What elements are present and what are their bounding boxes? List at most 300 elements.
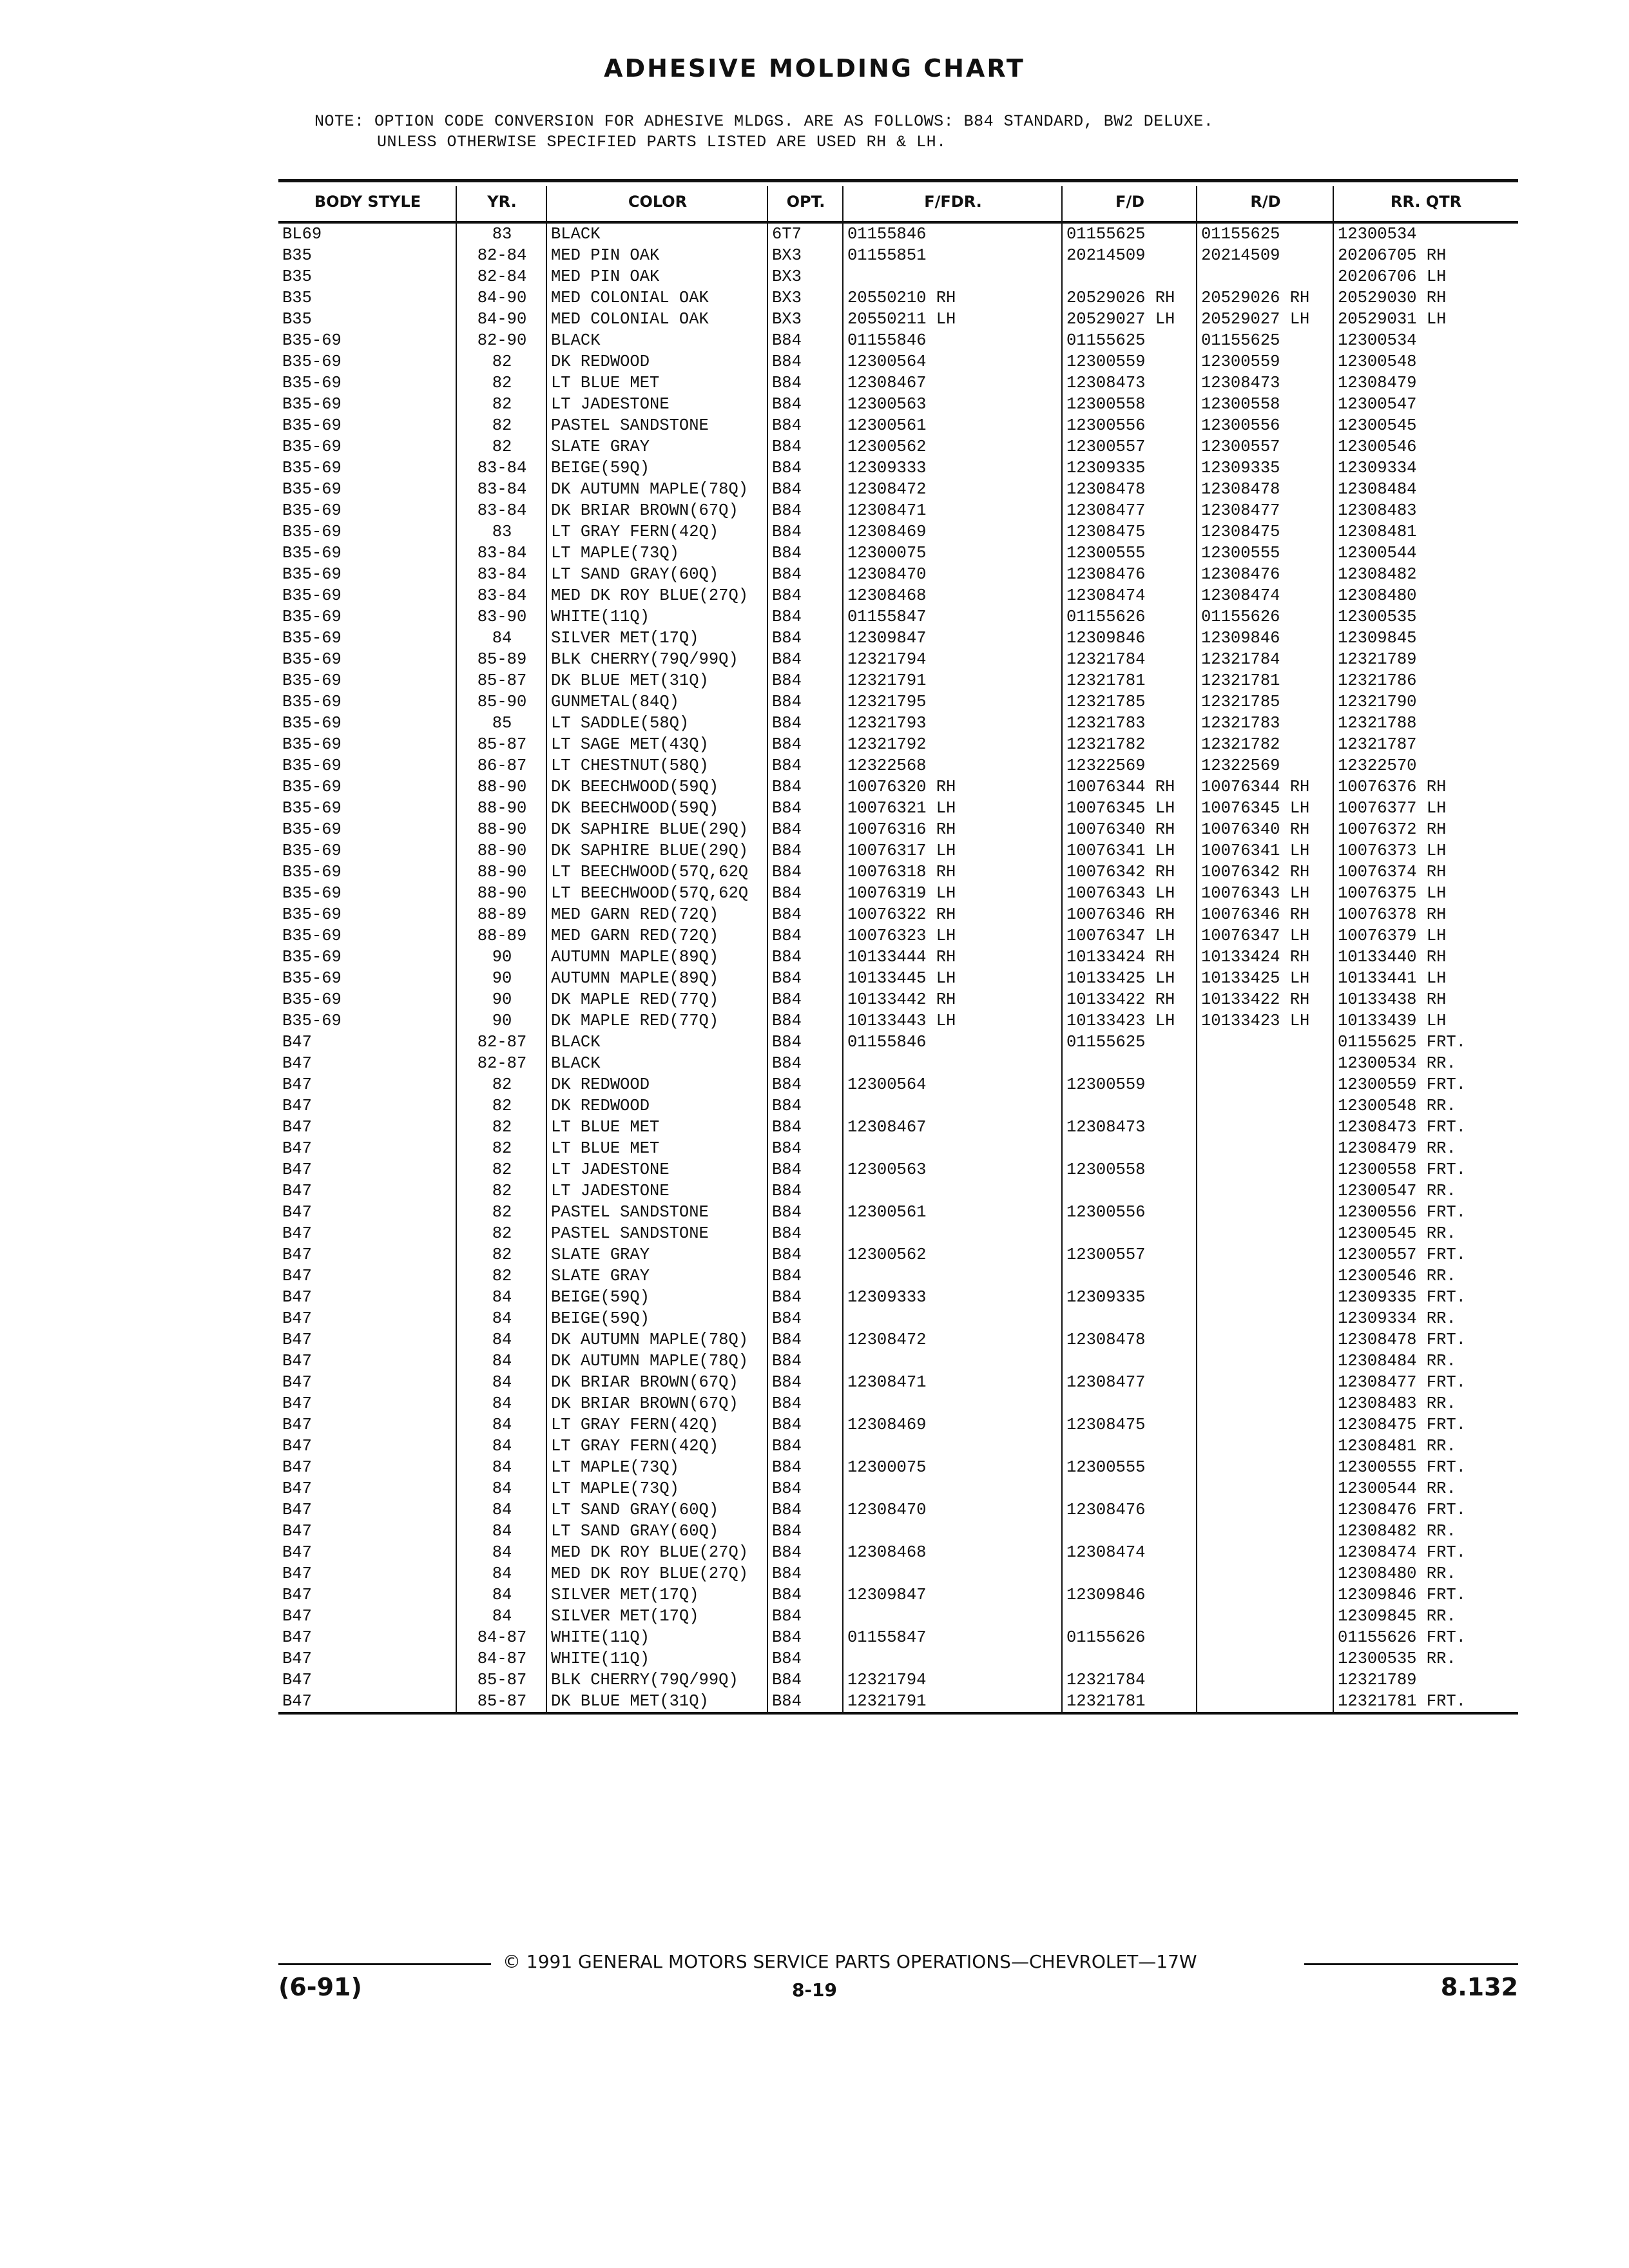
footer-date-code: (6-91) (278, 1973, 362, 2001)
cell-front-fender: 12300075 (847, 544, 927, 562)
cell-front-fender: 12308469 (847, 523, 927, 541)
cell-year: 88-90 (477, 799, 527, 818)
column-divider (1196, 224, 1197, 1712)
header-column-divider (546, 186, 547, 225)
cell-rear-door: 12300558 (1201, 395, 1280, 414)
cell-year: 88-90 (477, 778, 527, 796)
cell-body-style: B35-69 (282, 586, 342, 605)
cell-front-door: 12300557 (1066, 437, 1146, 456)
header-front-door: F/D (1115, 193, 1145, 211)
cell-color: MED GARN RED(72Q) (551, 905, 719, 924)
cell-front-fender (843, 1095, 1063, 1117)
header-year: YR. (487, 193, 517, 211)
cell-option: B84 (772, 1267, 802, 1285)
cell-year: 82-90 (477, 331, 527, 350)
cell-option: B84 (772, 714, 802, 733)
cell-body-style: B35-69 (282, 374, 342, 392)
cell-rear-door: 12300556 (1201, 416, 1280, 435)
header-column-divider (842, 186, 843, 225)
cell-rear-door (1197, 1350, 1334, 1372)
cell-front-fender: 10076318 RH (847, 863, 956, 881)
cell-body-style: B47 (282, 1203, 312, 1222)
cell-year: 83-84 (477, 459, 527, 477)
cell-front-fender (843, 1606, 1063, 1627)
cell-color: MED GARN RED(72Q) (551, 927, 719, 945)
cell-year: 90 (492, 1012, 512, 1030)
cell-year: 84 (492, 1416, 512, 1434)
cell-year: 84 (492, 1522, 512, 1541)
cell-option: B84 (772, 586, 802, 605)
cell-color: WHITE(11Q) (551, 1649, 650, 1668)
cell-front-fender: 10133442 RH (847, 990, 956, 1009)
cell-rear-quarter: 12300558 FRT. (1338, 1160, 1466, 1179)
cell-body-style: B47 (282, 1331, 312, 1349)
cell-rear-door (1197, 1627, 1334, 1648)
cell-year: 84-87 (477, 1628, 527, 1647)
cell-front-fender (843, 1180, 1063, 1202)
cell-body-style: B35-69 (282, 671, 342, 690)
table-body (278, 224, 1518, 1712)
cell-option: B84 (772, 1671, 802, 1689)
cell-rear-quarter: 12300546 (1338, 437, 1417, 456)
cell-front-fender: 12300561 (847, 416, 927, 435)
cell-option: B84 (772, 480, 802, 499)
cell-rear-quarter: 10076373 LH (1338, 841, 1447, 860)
cell-rear-quarter: 12300557 FRT. (1338, 1245, 1466, 1264)
cell-front-door: 12300558 (1066, 395, 1146, 414)
cell-year: 84 (492, 629, 512, 648)
cell-body-style: B47 (282, 1479, 312, 1498)
cell-option: B84 (772, 1139, 802, 1158)
header-front-fender: F/FDR. (924, 193, 982, 211)
cell-color: BEIGE(59Q) (551, 459, 650, 477)
cell-front-fender: 12300563 (847, 395, 927, 414)
cell-color: DK REDWOOD (551, 1097, 650, 1115)
cell-front-fender: 01155846 (847, 225, 927, 244)
cell-year: 84 (492, 1501, 512, 1519)
cell-front-fender: 12309333 (847, 459, 927, 477)
cell-front-door: 12300556 (1066, 1203, 1146, 1222)
cell-body-style: B35-69 (282, 650, 342, 669)
cell-year: 82-84 (477, 267, 527, 286)
cell-rear-quarter: 12321788 (1338, 714, 1417, 733)
cell-front-door: 12321781 (1066, 671, 1146, 690)
cell-rear-door: 12321783 (1201, 714, 1280, 733)
cell-front-door: 12309335 (1066, 1288, 1146, 1307)
cell-front-door (1063, 1436, 1197, 1457)
cell-body-style: B35-69 (282, 544, 342, 562)
cell-option: B84 (772, 1586, 802, 1604)
cell-option: B84 (772, 1309, 802, 1328)
cell-year: 84 (492, 1607, 512, 1626)
cell-front-door (1063, 1350, 1197, 1372)
cell-front-door: 12308476 (1066, 1501, 1146, 1519)
cell-front-fender: 12321791 (847, 671, 927, 690)
cell-color: WHITE(11Q) (551, 608, 650, 626)
cell-color: MED DK ROY BLUE(27Q) (551, 1543, 749, 1562)
cell-color: DK SAPHIRE BLUE(29Q) (551, 820, 749, 839)
cell-body-style: B35-69 (282, 565, 342, 584)
cell-option: BX3 (772, 267, 802, 286)
cell-body-style: B35 (282, 310, 312, 329)
footer-rule-left (278, 1963, 491, 1965)
cell-option: B84 (772, 437, 802, 456)
footer-sub-page: 8-19 (791, 1979, 838, 2001)
cell-rear-quarter: 12309335 FRT. (1338, 1288, 1466, 1307)
cell-color: LT SAND GRAY(60Q) (551, 1522, 719, 1541)
header-column-divider (1333, 186, 1334, 225)
column-divider (546, 224, 547, 1712)
cell-front-door: 12308478 (1066, 480, 1146, 499)
cell-rear-door: 10076343 LH (1201, 884, 1310, 903)
cell-rear-quarter: 12308476 FRT. (1338, 1501, 1466, 1519)
cell-rear-door: 12309335 (1201, 459, 1280, 477)
cell-color: PASTEL SANDSTONE (551, 416, 709, 435)
cell-rear-quarter: 12308474 FRT. (1338, 1543, 1466, 1562)
cell-color: BLACK (551, 1054, 601, 1073)
cell-option: B84 (772, 820, 802, 839)
cell-rear-door: 10133422 RH (1201, 990, 1310, 1009)
cell-option: B84 (772, 331, 802, 350)
cell-rear-door: 10133425 LH (1201, 969, 1310, 988)
cell-body-style: B47 (282, 1543, 312, 1562)
cell-color: SILVER MET(17Q) (551, 1607, 699, 1626)
cell-color: MED COLONIAL OAK (551, 310, 709, 329)
cell-year: 84 (492, 1331, 512, 1349)
cell-front-fender: 12308468 (847, 586, 927, 605)
cell-front-door: 10076346 RH (1066, 905, 1175, 924)
cell-front-fender (843, 1478, 1063, 1499)
cell-option: B84 (772, 1479, 802, 1498)
cell-rear-quarter: 10076372 RH (1338, 820, 1447, 839)
cell-option: BX3 (772, 289, 802, 307)
cell-rear-door (1197, 1669, 1334, 1691)
cell-body-style: B47 (282, 1033, 312, 1052)
cell-rear-door: 12308473 (1201, 374, 1280, 392)
cell-body-style: B35-69 (282, 799, 342, 818)
cell-color: DK BEECHWOOD(59Q) (551, 778, 719, 796)
cell-front-fender: 10133445 LH (847, 969, 956, 988)
header-rear-door: R/D (1250, 193, 1281, 211)
cell-rear-quarter: 12308475 FRT. (1338, 1416, 1466, 1434)
cell-rear-door: 12321782 (1201, 735, 1280, 754)
cell-rear-quarter: 12321781 FRT. (1338, 1692, 1466, 1711)
cell-body-style: B47 (282, 1373, 312, 1392)
cell-rear-door: 12308476 (1201, 565, 1280, 584)
cell-option: B84 (772, 990, 802, 1009)
cell-rear-quarter: 10133440 RH (1338, 948, 1447, 966)
cell-front-door: 01155625 (1066, 1033, 1146, 1052)
cell-front-fender: 12321794 (847, 1671, 927, 1689)
cell-rear-quarter: 12308482 (1338, 565, 1417, 584)
cell-rear-quarter: 12308477 FRT. (1338, 1373, 1466, 1392)
cell-front-fender: 12308471 (847, 501, 927, 520)
cell-rear-quarter: 01155625 FRT. (1338, 1033, 1466, 1052)
cell-rear-door (1197, 1691, 1334, 1712)
header-column-divider (767, 186, 768, 225)
cell-option: B84 (772, 778, 802, 796)
cell-year: 88-90 (477, 841, 527, 860)
cell-rear-quarter: 01155626 FRT. (1338, 1628, 1466, 1647)
cell-option: B84 (772, 1607, 802, 1626)
cell-option: B84 (772, 1182, 802, 1200)
cell-color: LT GRAY FERN(42Q) (551, 1437, 719, 1456)
cell-option: B84 (772, 565, 802, 584)
cell-front-fender: 10133444 RH (847, 948, 956, 966)
cell-rear-quarter: 12308481 RR. (1338, 1437, 1456, 1456)
cell-color: LT SADDLE(58Q) (551, 714, 689, 733)
cell-option: B84 (772, 544, 802, 562)
cell-front-fender: 01155851 (847, 246, 927, 265)
cell-color: AUTUMN MAPLE(89Q) (551, 969, 719, 988)
cell-body-style: B35-69 (282, 395, 342, 414)
cell-front-door: 10076345 LH (1066, 799, 1175, 818)
cell-rear-quarter: 12308473 FRT. (1338, 1118, 1466, 1137)
cell-body-style: B35-69 (282, 905, 342, 924)
cell-rear-quarter: 10076379 LH (1338, 927, 1447, 945)
cell-color: LT MAPLE(73Q) (551, 1479, 679, 1498)
cell-rear-quarter: 12321786 (1338, 671, 1417, 690)
cell-year: 82 (492, 1118, 512, 1137)
cell-rear-quarter: 12308478 FRT. (1338, 1331, 1466, 1349)
cell-option: B84 (772, 799, 802, 818)
cell-option: B84 (772, 1224, 802, 1243)
cell-rear-quarter: 12308483 RR. (1338, 1394, 1456, 1413)
cell-body-style: B35-69 (282, 416, 342, 435)
cell-front-fender: 10076320 RH (847, 778, 956, 796)
cell-front-fender: 12309847 (847, 1586, 927, 1604)
cell-body-style: B47 (282, 1522, 312, 1541)
cell-body-style: B35 (282, 289, 312, 307)
cell-front-door: 01155626 (1066, 608, 1146, 626)
cell-front-fender (843, 1350, 1063, 1372)
cell-rear-door (1197, 1095, 1334, 1117)
cell-front-door: 12300555 (1066, 1458, 1146, 1477)
cell-rear-quarter: 12300547 RR. (1338, 1182, 1456, 1200)
cell-body-style: B35-69 (282, 884, 342, 903)
cell-year: 83-90 (477, 608, 527, 626)
column-divider (1333, 224, 1334, 1712)
cell-year: 83 (492, 225, 512, 244)
cell-rear-door (1197, 1478, 1334, 1499)
cell-year: 85-87 (477, 1692, 527, 1711)
cell-front-door (1063, 1138, 1197, 1159)
cell-year: 84 (492, 1586, 512, 1604)
cell-rear-door: 01155625 (1201, 225, 1280, 244)
cell-front-fender: 12321794 (847, 650, 927, 669)
cell-front-door: 10133424 RH (1066, 948, 1175, 966)
cell-front-fender: 01155846 (847, 331, 927, 350)
cell-option: B84 (772, 650, 802, 669)
cell-front-door: 12321784 (1066, 650, 1146, 669)
cell-body-style: B47 (282, 1671, 312, 1689)
cell-year: 88-89 (477, 927, 527, 945)
cell-color: GUNMETAL(84Q) (551, 693, 679, 711)
cell-front-door: 12308476 (1066, 565, 1146, 584)
cell-year: 83 (492, 523, 512, 541)
cell-rear-quarter: 12300548 RR. (1338, 1097, 1456, 1115)
cell-rear-quarter: 12321789 (1338, 650, 1417, 669)
cell-year: 85-89 (477, 650, 527, 669)
cell-front-fender: 10076319 LH (847, 884, 956, 903)
cell-rear-door: 12308478 (1201, 480, 1280, 499)
cell-front-fender: 12308470 (847, 1501, 927, 1519)
cell-rear-quarter: 12300535 RR. (1338, 1649, 1456, 1668)
cell-rear-door (1197, 1329, 1334, 1350)
cell-rear-quarter: 10076376 RH (1338, 778, 1447, 796)
cell-rear-door: 01155625 (1201, 331, 1280, 350)
cell-color: DK BLUE MET(31Q) (551, 671, 709, 690)
cell-rear-door: 12308474 (1201, 586, 1280, 605)
cell-body-style: B47 (282, 1437, 312, 1456)
cell-body-style: B47 (282, 1245, 312, 1264)
cell-year: 82 (492, 1139, 512, 1158)
cell-option: B84 (772, 629, 802, 648)
cell-rear-quarter: 12308479 RR. (1338, 1139, 1456, 1158)
cell-rear-door: 12300559 (1201, 352, 1280, 371)
cell-rear-door (1197, 1287, 1334, 1308)
cell-rear-quarter: 10133439 LH (1338, 1012, 1447, 1030)
cell-rear-door: 12308475 (1201, 523, 1280, 541)
cell-front-fender (843, 1265, 1063, 1287)
cell-front-door: 12321785 (1066, 693, 1146, 711)
cell-rear-door: 12321784 (1201, 650, 1280, 669)
cell-front-door: 12308477 (1066, 501, 1146, 520)
header-column-divider (1061, 186, 1063, 225)
cell-option: B84 (772, 948, 802, 966)
cell-color: DK AUTUMN MAPLE(78Q) (551, 480, 749, 499)
cell-rear-quarter: 12300534 (1338, 331, 1417, 350)
cell-color: SLATE GRAY (551, 1245, 650, 1264)
cell-rear-quarter: 12300555 FRT. (1338, 1458, 1466, 1477)
cell-front-door (1063, 1180, 1197, 1202)
cell-rear-door: 12308477 (1201, 501, 1280, 520)
cell-year: 82 (492, 1160, 512, 1179)
cell-color: LT CHESTNUT(58Q) (551, 756, 709, 775)
cell-year: 90 (492, 990, 512, 1009)
cell-option: B84 (772, 693, 802, 711)
note-line-1: NOTE: OPTION CODE CONVERSION FOR ADHESIVE MLDGS. ARE AS FOLLOWS: B84 STANDARD, BW2 DELUXE. (314, 112, 1214, 131)
cell-front-door: 01155625 (1066, 331, 1146, 350)
cell-year: 90 (492, 948, 512, 966)
header-option: OPT. (786, 193, 825, 211)
cell-body-style: B35-69 (282, 629, 342, 648)
cell-option: B84 (772, 1203, 802, 1222)
cell-color: MED DK ROY BLUE(27Q) (551, 1564, 749, 1583)
cell-rear-quarter: 10133438 RH (1338, 990, 1447, 1009)
cell-rear-door (1197, 1032, 1334, 1053)
cell-front-door: 12300559 (1066, 352, 1146, 371)
cell-option: B84 (772, 1437, 802, 1456)
cell-rear-door (1197, 1308, 1334, 1329)
cell-front-door: 12300555 (1066, 544, 1146, 562)
cell-rear-quarter: 12300544 RR. (1338, 1479, 1456, 1498)
cell-body-style: B47 (282, 1586, 312, 1604)
cell-year: 82-84 (477, 246, 527, 265)
cell-body-style: B47 (282, 1054, 312, 1073)
cell-body-style: B35-69 (282, 459, 342, 477)
cell-front-fender: 12321791 (847, 1692, 927, 1711)
cell-color: SLATE GRAY (551, 437, 650, 456)
cell-front-fender: 10076317 LH (847, 841, 956, 860)
cell-front-fender: 20550210 RH (847, 289, 956, 307)
cell-rear-quarter: 12300548 (1338, 352, 1417, 371)
cell-front-door: 12321781 (1066, 1692, 1146, 1711)
cell-year: 82-87 (477, 1054, 527, 1073)
cell-color: SILVER MET(17Q) (551, 1586, 699, 1604)
cell-option: B84 (772, 1522, 802, 1541)
cell-option: B84 (772, 735, 802, 754)
cell-front-fender: 12321795 (847, 693, 927, 711)
cell-body-style: BL69 (282, 225, 322, 244)
cell-rear-quarter: 10076378 RH (1338, 905, 1447, 924)
cell-rear-door (1197, 1138, 1334, 1159)
cell-year: 82 (492, 437, 512, 456)
cell-front-door (1063, 1606, 1197, 1627)
cell-color: LT BLUE MET (551, 1139, 660, 1158)
cell-option: B84 (772, 927, 802, 945)
cell-front-door: 12308473 (1066, 1118, 1146, 1137)
cell-front-door: 12308478 (1066, 1331, 1146, 1349)
cell-front-door: 12308474 (1066, 1543, 1146, 1562)
cell-year: 86-87 (477, 756, 527, 775)
cell-option: B84 (772, 352, 802, 371)
table-header-row (278, 182, 1518, 221)
cell-rear-quarter: 20529031 LH (1338, 310, 1447, 329)
cell-front-door (1063, 1308, 1197, 1329)
cell-body-style: B47 (282, 1160, 312, 1179)
cell-color: BLACK (551, 1033, 601, 1052)
cell-rear-quarter: 12308482 RR. (1338, 1522, 1456, 1541)
cell-rear-door: 12300555 (1201, 544, 1280, 562)
cell-year: 85-87 (477, 671, 527, 690)
column-divider (1061, 224, 1063, 1712)
cell-rear-quarter: 12309334 RR. (1338, 1309, 1456, 1328)
cell-rear-door (1197, 1393, 1334, 1414)
footer-rule-right (1304, 1963, 1518, 1965)
cell-front-door: 12300557 (1066, 1245, 1146, 1264)
cell-front-fender: 12300564 (847, 1075, 927, 1094)
cell-year: 85-87 (477, 735, 527, 754)
cell-rear-door (1197, 1265, 1334, 1287)
cell-front-door: 10076342 RH (1066, 863, 1175, 881)
cell-rear-quarter: 12300545 (1338, 416, 1417, 435)
cell-year: 84 (492, 1309, 512, 1328)
cell-rear-door (1197, 1074, 1334, 1095)
cell-color: DK MAPLE RED(77Q) (551, 990, 719, 1009)
cell-option: B84 (772, 1118, 802, 1137)
cell-color: LT MAPLE(73Q) (551, 544, 679, 562)
cell-option: B84 (772, 395, 802, 414)
cell-front-fender: 10133443 LH (847, 1012, 956, 1030)
cell-year: 82 (492, 1075, 512, 1094)
cell-rear-door: 10076341 LH (1201, 841, 1310, 860)
cell-rear-door (1197, 1202, 1334, 1223)
cell-front-fender: 12300562 (847, 437, 927, 456)
cell-year: 84-87 (477, 1649, 527, 1668)
cell-body-style: B47 (282, 1267, 312, 1285)
cell-color: DK REDWOOD (551, 352, 650, 371)
cell-front-door: 12308473 (1066, 374, 1146, 392)
cell-front-fender (843, 1393, 1063, 1414)
cell-rear-door (1197, 266, 1334, 287)
cell-front-door: 12309846 (1066, 629, 1146, 648)
cell-front-door: 12309335 (1066, 459, 1146, 477)
cell-body-style: B47 (282, 1628, 312, 1647)
cell-rear-quarter: 12308480 RR. (1338, 1564, 1456, 1583)
cell-option: B84 (772, 374, 802, 392)
cell-rear-quarter: 10076375 LH (1338, 884, 1447, 903)
